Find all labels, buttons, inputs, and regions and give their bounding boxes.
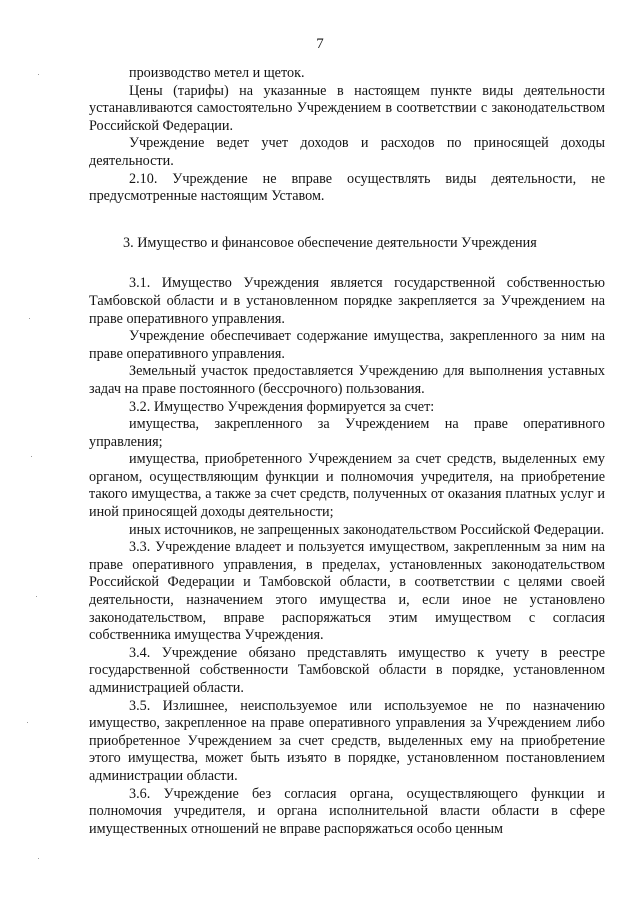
paragraph: 3.5. Излишнее, неиспользуемое или используемое не по назначению имущество, закрепленное на праве оперативного управления за Учреждением либо приобретенное Учреждением за счет средств, выделенных ему на приобретение этого имущества, может быть изъято в порядке, установленном постановлением администрации области. xyxy=(89,697,605,784)
paragraph: производство метел и щеток. xyxy=(129,65,305,81)
paragraph: 3.4. Учреждение обязано представлять имущество к учету в реестре государственной собственности Тамбовской области в порядке, установленном администрацией области. xyxy=(89,644,605,696)
paragraph: 3.6. Учреждение без согласия органа, осуществляющего функции и полномочия учредителя, и органа исполнительной власти области в сфере имущественных отношений не вправе распоряжаться особо ценным xyxy=(89,785,605,837)
scan-speck xyxy=(31,456,32,457)
paragraph: иных источников, не запрещенных законодательством Российской Федерации. xyxy=(129,521,605,538)
paragraph: 3.2. Имущество Учреждения формируется за счет: xyxy=(129,398,435,415)
scan-speck xyxy=(29,318,30,319)
paragraph: 3.3. Учреждение владеет и пользуется имуществом, закрепленным за ним на праве оперативного управления, в пределах, установленных законодательством Российской Федерации и Тамбовской области, в соответствии с целями своей деятельности, назначением этого имущества и, если иное не установлено законодательством, вправе распоряжаться этим имуществом с согласия собственника имущества Учреждения. xyxy=(89,539,605,644)
paragraph: 2.10. Учреждение не вправе осуществлять виды деятельности, не предусмотренные настоящим Уставом. xyxy=(89,170,605,205)
paragraph: имущества, приобретенного Учреждением за счет средств, выделенных ему органом, осуществляющим функции и полномочия учредителя, на приобретение такого имущества, а также за счет средств, полученных от оказания платных услуг и иной приносящей доходы деятельности; xyxy=(89,451,605,521)
scan-speck xyxy=(36,596,37,597)
scan-speck xyxy=(27,722,28,723)
section-heading: 3. Имущество и финансовое обеспечение деятельности Учреждения xyxy=(123,234,537,251)
paragraph: Учреждение обеспечивает содержание имущества, закрепленного за ним на праве оперативного управления. xyxy=(89,328,605,362)
document-body xyxy=(89,65,605,838)
paragraph: 3.1. Имущество Учреждения является государственной собственностью Тамбовской области и в установленном порядке закрепляется за Учреждением на праве оперативного управления. xyxy=(89,275,605,327)
scan-speck xyxy=(38,74,39,75)
scan-speck xyxy=(38,858,39,859)
paragraph: Земельный участок предоставляется Учреждению для выполнения уставных задач на праве постоянного (бессрочного) пользования. xyxy=(89,363,605,397)
paragraph: Учреждение ведет учет доходов и расходов по приносящей доходы деятельности. xyxy=(89,135,605,169)
paragraph: Цены (тарифы) на указанные в настоящем пункте виды деятельности устанавливаются самостоятельно Учреждением в соответствии с законодательством Российской Федерации. xyxy=(89,82,605,134)
page-number: 7 xyxy=(316,36,324,52)
paragraph: имущества, закрепленного за Учреждением на праве оперативного управления; xyxy=(89,416,605,450)
